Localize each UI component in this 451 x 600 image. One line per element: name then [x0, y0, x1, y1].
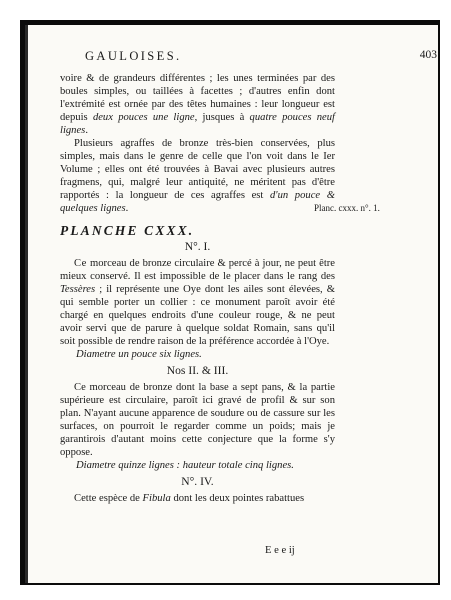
dimension-1: Diametre un pouce six lignes.	[76, 349, 202, 360]
section-heading-1: N°. I.	[184, 240, 211, 253]
dropcap: Ce	[74, 258, 87, 269]
signature-mark: E e e ij	[265, 545, 295, 556]
page-gutter	[25, 25, 28, 583]
section-heading-3: N°. IV.	[181, 475, 214, 488]
tesseres-term: Tessères	[60, 284, 96, 295]
running-header	[85, 49, 437, 64]
margin-note: Planc. cxxx. n°. 1.	[314, 203, 380, 213]
paragraph-continued: voire & de grandeurs différentes ; les unes terminées par des boules simples, ou taillées à facettes ; d'autres enfin dont l'extrémité est ornée par des têtes humaines : leur longueur est depuis deux pouces une ligne, jusques à quatre pouces neuf lignes.	[60, 73, 335, 136]
body-text	[60, 72, 335, 505]
section-text-2: Ce morceau de bronze dont la base a sept pans, & la partie supérieure est circulaire, paroît ici gravé de profil & sur son plan. N'ayant aucune apparence de soudure ou de cassure sur les surfaces, on pourroit le regarder comme un poids; mais je garantirois d'autant moins cette conjecture que la forme s'y oppose.	[60, 382, 335, 458]
section-text-1: Ce morceau de bronze circulaire & percé à jour, ne peut être mieux conservé. Il est impossible de le placer dans le rang des Tessères ; il représente une Oye dont les ailes sont élevées, & qui semble porter un collier : ce monument paroît avoir été chargé en quelques endroits d'une couleur rouge, & ne peut avoir servi que de parure à quelque soldat Romain, sans qu'il soit possible de rendre raison de la préférence accordée à l'Oye.	[60, 258, 335, 347]
agraffe-length: d'un pouce & quelques lignes	[60, 190, 335, 214]
section-heading-2: Nos II. & III.	[166, 364, 229, 377]
fibula-term: Fibula	[142, 493, 171, 504]
paragraph-agraffes: Plusieurs agraffes de bronze très-bien conservées, plus simples, mais dans le genre de celle que l'on voit dans le Ier Volume ; elles ont été trouvées à Bavai avec plusieurs autres fragmens, qui, malgré leur antiquité, ne méritent pas d'être rapportés : la longueur de ces agraffes est d'un pouce & quelques lignes.	[60, 138, 335, 214]
section-text-3: Cette espèce de Fibula dont les deux pointes rabattues	[74, 493, 305, 504]
length-min: deux pouces une ligne	[92, 112, 195, 123]
book-page	[25, 25, 438, 583]
running-title: GAULOISES.	[85, 49, 182, 63]
page-number: 403	[419, 49, 437, 61]
plate-title: PLANCHE CXXX.	[60, 223, 195, 238]
dimension-2: Diametre quinze lignes : hauteur totale cinq lignes.	[76, 460, 294, 471]
length-max: quatre pouces neuf lignes	[60, 112, 335, 136]
